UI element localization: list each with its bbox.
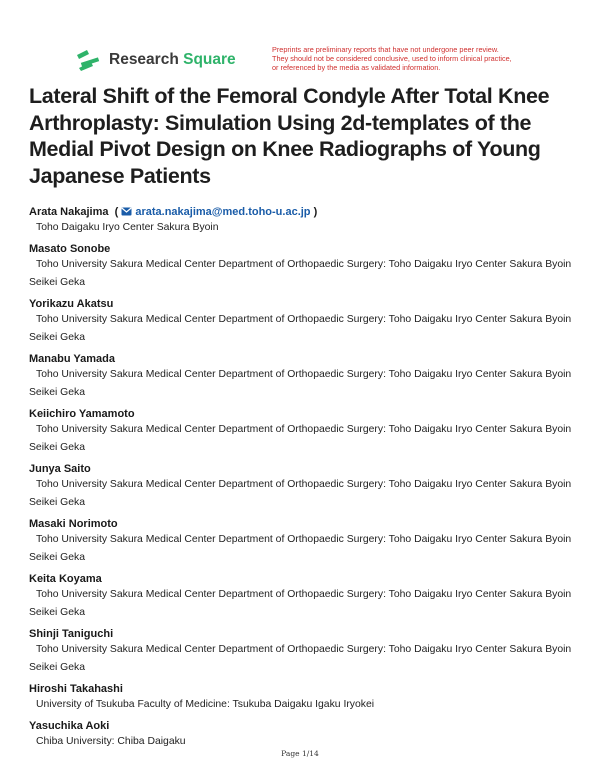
logo-word-square: Square xyxy=(183,51,236,68)
author-name: Shinji Taniguchi xyxy=(29,628,114,640)
author-entry xyxy=(29,627,574,677)
corresponding-author xyxy=(29,205,574,219)
author-affiliation: Toho University Sakura Medical Center Department of Orthopaedic Surgery: Toho Daigaku Iryo Center Sakura Byoin Seikei Geka xyxy=(29,314,572,343)
logo-word-research: Research xyxy=(109,51,179,68)
author-name: Yorikazu Akatsu xyxy=(29,298,114,310)
author-entry xyxy=(29,682,574,714)
notice-line: Preprints are preliminary reports that have not undergone peer review. xyxy=(272,45,499,54)
paper-title: Lateral Shift of the Femoral Condyle After Total Knee Arthroplasty: Simulation Using 2d-templates of the Medial Pivot Design on Knee Radiographs of Young Japanese Patients xyxy=(29,84,550,188)
author-affiliation: Toho University Sakura Medical Center Department of Orthopaedic Surgery: Toho Daigaku Iryo Center Sakura Byoin Seikei Geka xyxy=(29,259,572,288)
author-affiliation: Toho University Sakura Medical Center Department of Orthopaedic Surgery: Toho Daigaku Iryo Center Sakura Byoin Seikei Geka xyxy=(29,589,572,618)
author-name: Yasuchika Aoki xyxy=(29,720,110,732)
author-affiliation: Toho University Sakura Medical Center Department of Orthopaedic Surgery: Toho Daigaku Iryo Center Sakura Byoin Seikei Geka xyxy=(29,644,572,673)
author-entry xyxy=(29,242,574,292)
author-affiliation: Chiba University: Chiba Daigaku xyxy=(36,736,186,747)
author-entry xyxy=(29,462,574,512)
author-name: Junya Saito xyxy=(29,463,91,475)
author-entry xyxy=(29,517,574,567)
author-name: Masato Sonobe xyxy=(29,243,111,255)
author-entry xyxy=(29,297,574,347)
notice-line: or referenced by the media as validated information. xyxy=(272,62,441,72)
author-entry xyxy=(29,352,574,402)
author-list xyxy=(29,205,574,756)
page-header xyxy=(75,46,555,76)
author-affiliation: Toho University Sakura Medical Center Department of Orthopaedic Surgery: Toho Daigaku Iryo Center Sakura Byoin Seikei Geka xyxy=(29,369,572,398)
author-entry xyxy=(29,719,574,751)
research-square-logo-icon xyxy=(75,48,101,72)
author-entry xyxy=(29,205,574,237)
author-affiliation: Toho University Sakura Medical Center Department of Orthopaedic Surgery: Toho Daigaku Iryo Center Sakura Byoin Seikei Geka xyxy=(29,534,572,563)
paren-close: ) xyxy=(313,206,318,218)
logo-wordmark xyxy=(109,51,236,69)
author-affiliation: Toho University Sakura Medical Center Department of Orthopaedic Surgery: Toho Daigaku Iryo Center Sakura Byoin Seikei Geka xyxy=(29,424,572,453)
author-email-link[interactable]: arata.nakajima@med.toho-u.ac.jp xyxy=(135,206,311,218)
notice-line: They should not be considered conclusive, used to inform clinical practice, xyxy=(272,53,512,63)
envelope-icon xyxy=(121,207,132,216)
author-name: Masaki Norimoto xyxy=(29,518,118,530)
paren-open: ( xyxy=(114,206,119,218)
author-name: Arata Nakajima xyxy=(29,206,109,218)
author-name: Manabu Yamada xyxy=(29,353,115,365)
author-entry xyxy=(29,572,574,622)
author-entry xyxy=(29,407,574,457)
preprint-notice xyxy=(272,46,562,72)
author-name: Hiroshi Takahashi xyxy=(29,683,123,695)
author-name: Keiichiro Yamamoto xyxy=(29,408,135,420)
author-name: Keita Koyama xyxy=(29,573,102,585)
page-number: Page 1/14 xyxy=(281,749,319,758)
author-affiliation: University of Tsukuba Faculty of Medicine: Tsukuba Daigaku Igaku Iryokei xyxy=(36,699,375,710)
author-affiliation: Toho University Sakura Medical Center Department of Orthopaedic Surgery: Toho Daigaku Iryo Center Sakura Byoin Seikei Geka xyxy=(29,479,572,508)
author-affiliation: Toho Daigaku Iryo Center Sakura Byoin xyxy=(36,222,219,233)
research-square-logo[interactable] xyxy=(75,48,236,72)
